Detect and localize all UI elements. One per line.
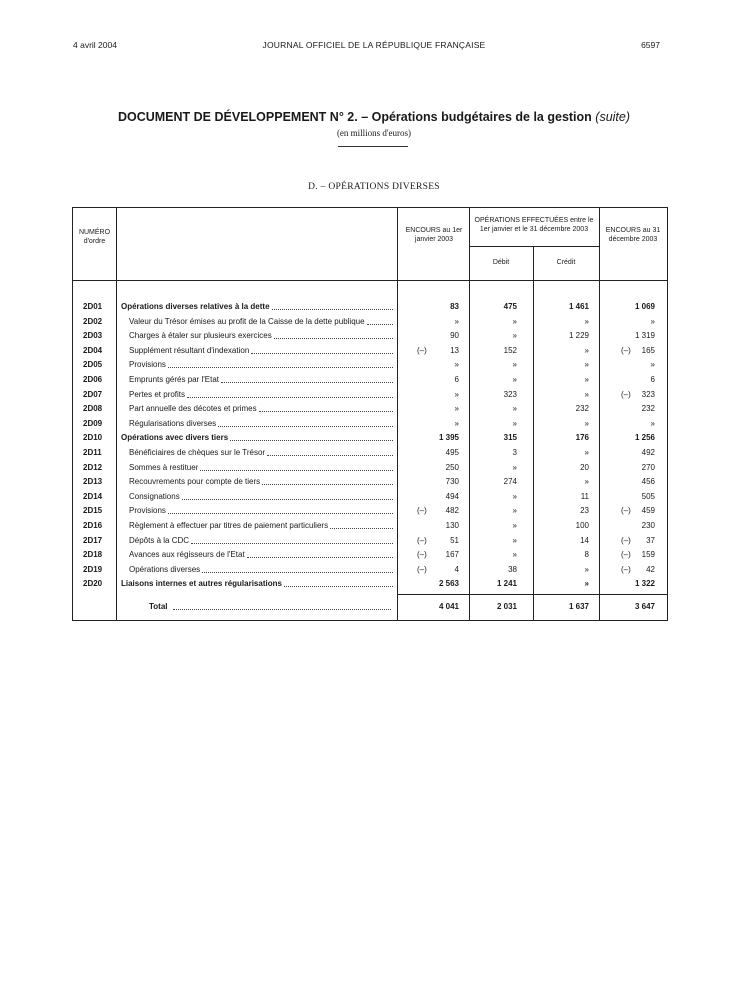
debit-value: 38	[508, 564, 517, 574]
table-row	[73, 388, 667, 402]
credit-value: 1 229	[568, 331, 589, 341]
encours-debut-value: 51	[450, 535, 459, 545]
credit-value: 14	[580, 535, 589, 545]
encours-fin-sign: (–)	[621, 550, 631, 560]
header-debit: Débit	[492, 259, 510, 266]
table-row	[73, 344, 667, 358]
row-label: Provisions	[129, 506, 166, 516]
encours-debut-value: 13	[450, 345, 459, 355]
row-number: 2D09	[83, 418, 103, 428]
encours-debut-value: 83	[450, 302, 459, 311]
leader-dots	[173, 609, 391, 610]
subheader-divider	[469, 246, 599, 247]
leader-dots	[168, 367, 393, 368]
total-divider	[397, 594, 667, 595]
encours-sign: (–)	[417, 535, 427, 545]
row-label: Recouvrements pour compte de tiers	[129, 477, 261, 487]
leader-dots	[367, 324, 393, 325]
row-number: 2D17	[83, 535, 103, 545]
encours-debut-value: »	[454, 404, 459, 414]
table-row	[73, 402, 667, 416]
credit-value: 8	[584, 550, 589, 560]
row-label: Supplément résultant d'indexation	[129, 345, 250, 355]
encours-fin-value: 232	[641, 404, 655, 414]
credit-value: »	[584, 360, 589, 370]
section-title: D. – OPÉRATIONS DIVERSES	[308, 182, 440, 192]
table-row	[73, 315, 667, 329]
row-label: Consignations	[129, 491, 180, 501]
row-label: Valeur du Trésor émises au profit de la Caisse de la dette publique	[129, 316, 365, 326]
row-label: Provisions	[129, 360, 166, 370]
debit-value: 315	[503, 433, 517, 443]
credit-value: 23	[580, 506, 589, 516]
encours-fin-value: 456	[641, 477, 655, 487]
operations-table	[72, 207, 668, 621]
debit-value: 3	[512, 448, 517, 457]
encours-debut-value: 6	[454, 375, 459, 384]
total-credit: 1 637	[568, 602, 589, 611]
header-divider	[73, 280, 667, 281]
encours-fin-sign: (–)	[621, 564, 631, 574]
encours-debut-value: 250	[445, 462, 459, 472]
row-label: Opérations avec divers tiers	[121, 433, 229, 443]
credit-value: »	[584, 375, 589, 384]
row-number: 2D18	[83, 550, 103, 560]
debit-value: »	[512, 506, 517, 516]
encours-debut-value: 2 563	[438, 579, 459, 589]
credit-value: 232	[575, 404, 589, 414]
row-number: 2D06	[83, 375, 103, 384]
encours-fin-value: 270	[641, 462, 655, 472]
encours-debut-value: »	[454, 360, 459, 370]
total-label: Total	[149, 602, 168, 611]
credit-value: »	[584, 579, 589, 589]
table-row	[73, 519, 667, 533]
leader-dots	[168, 513, 393, 514]
table-row	[73, 373, 667, 387]
encours-fin-value: 37	[646, 535, 655, 545]
document-title	[0, 110, 748, 124]
credit-value: »	[584, 477, 589, 487]
encours-debut-value: 130	[445, 521, 459, 530]
debit-value: 475	[503, 302, 517, 311]
row-number: 2D10	[83, 433, 103, 443]
encours-fin-value: 159	[641, 550, 655, 560]
leader-dots	[267, 455, 393, 456]
credit-value: »	[584, 316, 589, 326]
row-number: 2D02	[83, 316, 103, 326]
total-encours-fin: 3 647	[634, 602, 655, 611]
row-number: 2D11	[83, 448, 102, 457]
header-encours-debut: ENCOURS au 1er janvier 2003	[405, 227, 463, 243]
debit-value: »	[512, 375, 517, 384]
table-row	[73, 577, 667, 591]
encours-fin-value: 323	[641, 389, 655, 399]
credit-value: 176	[575, 433, 589, 443]
encours-fin-sign: (–)	[621, 506, 631, 516]
credit-value: 11	[580, 491, 589, 501]
encours-sign: (–)	[417, 564, 427, 574]
leader-dots	[259, 411, 393, 412]
encours-fin-sign: (–)	[621, 535, 631, 545]
encours-fin-value: 1 322	[634, 579, 655, 589]
table-row	[73, 475, 667, 489]
row-number: 2D07	[83, 389, 103, 399]
encours-debut-value: 494	[445, 491, 459, 501]
table-row	[73, 490, 667, 504]
debit-value: 152	[503, 345, 517, 355]
credit-value: 1 461	[568, 302, 589, 311]
header-date: 4 avril 2004	[73, 40, 117, 50]
encours-debut-value: »	[454, 316, 459, 326]
row-label: Régularisations diverses	[129, 418, 217, 428]
encours-fin-value: 230	[641, 521, 655, 530]
header-numero: NUMÉRO d'ordre	[78, 229, 111, 245]
row-label: Sommes à restituer	[129, 462, 199, 472]
encours-fin-sign: (–)	[621, 345, 631, 355]
encours-debut-value: »	[454, 389, 459, 399]
table-row	[73, 446, 667, 460]
header-credit: Crédit	[556, 259, 576, 266]
leader-dots	[221, 382, 393, 383]
encours-fin-value: 505	[641, 491, 655, 501]
table-row	[73, 461, 667, 475]
credit-value: 20	[580, 462, 589, 472]
leader-dots	[182, 499, 393, 500]
debit-value: 323	[503, 389, 517, 399]
total-encours: 4 041	[438, 602, 459, 611]
encours-debut-value: 167	[445, 550, 459, 560]
debit-value: »	[512, 491, 517, 501]
debit-value: »	[512, 316, 517, 326]
row-number: 2D14	[83, 491, 103, 501]
leader-dots	[187, 397, 393, 398]
leader-dots	[247, 557, 393, 558]
total-row	[73, 600, 667, 614]
table-row	[73, 563, 667, 577]
row-number: 2D03	[83, 331, 103, 341]
leader-dots	[218, 426, 393, 427]
encours-debut-value: 495	[445, 448, 459, 457]
encours-fin-value: »	[650, 360, 655, 370]
document-title-text: DOCUMENT DE DÉVELOPPEMENT N° 2. – Opérations budgétaires de la gestion	[117, 110, 592, 124]
credit-value: »	[584, 418, 589, 428]
table-row	[73, 300, 667, 314]
encours-debut-value: 4	[454, 564, 459, 574]
table-row	[73, 548, 667, 562]
table-row	[73, 534, 667, 548]
encours-debut-value: »	[454, 418, 459, 428]
page-number: 6597	[641, 40, 660, 50]
leader-dots	[191, 543, 393, 544]
encours-sign: (–)	[417, 550, 427, 560]
row-label: Bénéficiaires de chèques sur le Trésor	[129, 448, 266, 457]
encours-debut-value: 90	[450, 331, 459, 341]
debit-value: »	[512, 521, 517, 530]
encours-fin-value: 6	[650, 375, 655, 384]
journal-title: JOURNAL OFFICIEL DE LA RÉPUBLIQUE FRANÇAISE	[262, 40, 486, 50]
table-row	[73, 329, 667, 343]
leader-dots	[284, 586, 393, 587]
encours-fin-value: 459	[641, 506, 655, 516]
encours-fin-value: 1 319	[634, 331, 655, 341]
row-label: Liaisons internes et autres régularisations	[121, 579, 282, 589]
debit-value: 274	[503, 477, 517, 487]
header-encours-fin: ENCOURS au 31 décembre 2003	[605, 227, 661, 243]
debit-value: »	[512, 462, 517, 472]
row-number: 2D13	[83, 477, 103, 487]
credit-value: »	[584, 345, 589, 355]
row-label: Opérations diverses	[129, 564, 201, 574]
row-label: Opérations diverses relatives à la dette	[121, 302, 270, 311]
row-number: 2D05	[83, 360, 103, 370]
row-label: Dépôts à la CDC	[129, 535, 190, 545]
title-rule	[338, 146, 408, 147]
row-number: 2D01	[83, 302, 103, 311]
row-label: Règlement à effectuer par titres de paiement particuliers	[129, 521, 329, 530]
row-label: Emprunts gérés par l'Etat	[129, 375, 220, 384]
encours-sign: (–)	[417, 345, 427, 355]
debit-value: »	[512, 550, 517, 560]
table-row	[73, 358, 667, 372]
debit-value: »	[512, 535, 517, 545]
row-number: 2D04	[83, 345, 103, 355]
encours-fin-value: 165	[641, 345, 655, 355]
row-number: 2D19	[83, 564, 103, 574]
leader-dots	[330, 528, 393, 529]
encours-fin-value: 42	[646, 564, 655, 574]
encours-fin-value: 1 069	[634, 302, 655, 311]
row-number: 2D12	[83, 462, 103, 472]
encours-debut-value: 730	[445, 477, 459, 487]
credit-value: »	[584, 389, 589, 399]
leader-dots	[251, 353, 393, 354]
row-number: 2D08	[83, 404, 103, 414]
row-label: Avances aux régisseurs de l'Etat	[129, 550, 245, 560]
encours-fin-value: 492	[641, 448, 655, 457]
debit-value: »	[512, 360, 517, 370]
credit-value: 100	[575, 521, 589, 530]
table-row	[73, 431, 667, 445]
document-title-suffix: (suite)	[595, 110, 631, 124]
row-number: 2D15	[83, 506, 103, 516]
encours-fin-value: »	[650, 316, 655, 326]
encours-debut-value: 1 395	[438, 433, 459, 443]
encours-fin-value: »	[650, 418, 655, 428]
table-row	[73, 504, 667, 518]
leader-dots	[262, 484, 393, 485]
debit-value: 1 241	[496, 579, 517, 589]
encours-fin-sign: (–)	[621, 389, 631, 399]
credit-value: »	[584, 564, 589, 574]
row-label: Part annuelle des décotes et primes	[129, 404, 257, 414]
encours-fin-value: 1 256	[634, 433, 655, 443]
leader-dots	[274, 338, 393, 339]
row-number: 2D20	[83, 579, 103, 589]
unit-note: (en millions d'euros)	[336, 128, 412, 138]
debit-value: »	[512, 418, 517, 428]
debit-value: »	[512, 331, 517, 341]
row-label: Pertes et profits	[129, 389, 186, 399]
leader-dots	[200, 470, 393, 471]
total-debit: 2 031	[496, 602, 517, 611]
leader-dots	[230, 440, 393, 441]
header-operations: OPÉRATIONS EFFECTUÉES entre le 1er janvier et le 31 décembre 2003	[474, 217, 594, 233]
credit-value: »	[584, 448, 589, 457]
row-label: Charges à étaler sur plusieurs exercices	[129, 331, 272, 341]
row-number: 2D16	[83, 521, 103, 530]
encours-debut-value: 482	[445, 506, 459, 516]
leader-dots	[202, 572, 393, 573]
debit-value: »	[512, 404, 517, 414]
table-row	[73, 417, 667, 431]
leader-dots	[272, 309, 393, 310]
encours-sign: (–)	[417, 506, 427, 516]
